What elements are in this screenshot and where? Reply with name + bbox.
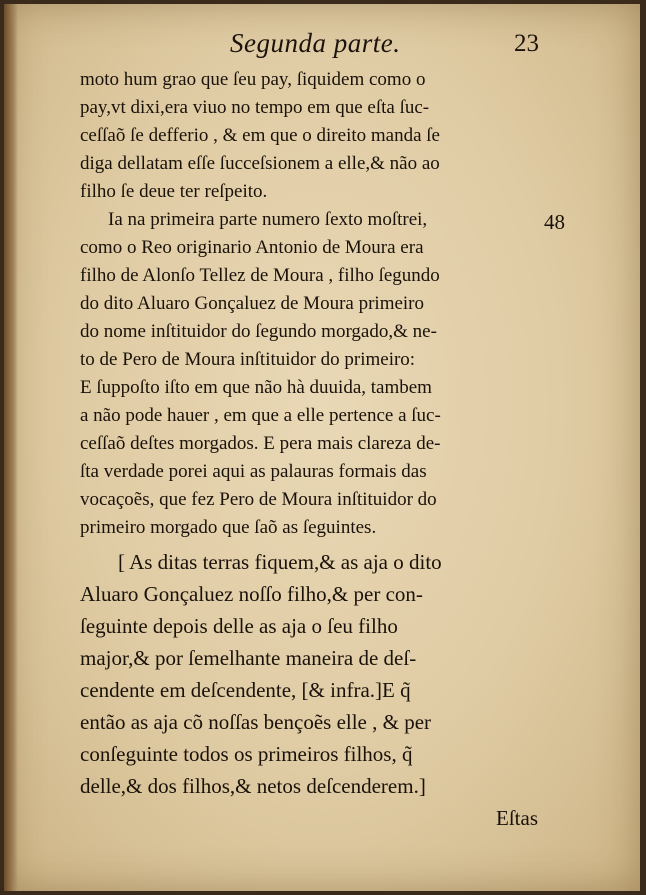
- quoted-text-line: conſeguinte todos os primeiros filhos, q̃: [80, 742, 413, 766]
- quoted-text-line: ſeguinte depois delle as aja o ſeu filho: [80, 614, 398, 638]
- text-line: diga dellatam eſſe ſucceſsionem a elle,& não ao: [80, 153, 440, 174]
- text-line: pay,vt dixi,era viuo no tempo em que eſta ſuc-: [80, 97, 430, 118]
- text-line: ceſſaõ ſe defferio , & em que o direito manda ſe: [80, 125, 440, 146]
- text-line: ſta verdade porei aqui as palauras formais das: [80, 461, 427, 482]
- quoted-text-line: então as aja cõ noſſas bençoẽs elle , & per: [80, 710, 432, 734]
- quoted-text-line: cendente em deſcendente, [& infra.]E q̃: [80, 678, 411, 702]
- text-line: a não pode hauer , em que a elle pertence a ſuc-: [80, 405, 441, 426]
- body-text: [4, 4, 640, 891]
- quoted-text-line: delle,& dos filhos,& netos deſcenderem.]: [80, 774, 426, 798]
- catchword: Eſtas: [496, 806, 538, 830]
- quoted-text-line: major,& por ſemelhante maneira de deſ-: [80, 646, 417, 670]
- margin-note: 48: [544, 210, 565, 234]
- quoted-text-line: [ As ditas terras fiquem,& as aja o dito: [118, 550, 442, 574]
- text-line: E ſuppoſto iſto em que não hà duuida, tambem: [80, 377, 432, 398]
- text-line: filho ſe deue ter reſpeito.: [80, 181, 268, 202]
- text-line: Ia na primeira parte numero ſexto moſtrei,: [108, 209, 428, 230]
- text-line: como o Reo originario Antonio de Moura era: [80, 237, 424, 258]
- book-page: [4, 4, 640, 891]
- quoted-text-line: Aluaro Gonçaluez noſſo filho,& per con-: [80, 582, 423, 606]
- text-line: vocaçoẽs, que fez Pero de Moura inſtituidor do: [80, 489, 437, 510]
- page-number: 23: [514, 30, 539, 57]
- text-line: ceſſaõ deſtes morgados. E pera mais clareza de-: [80, 433, 441, 454]
- text-line: primeiro morgado que ſaõ as ſeguintes.: [80, 517, 377, 538]
- text-line: moto hum grao que ſeu pay, ſiquidem como o: [80, 69, 426, 90]
- running-head: Segunda parte.: [230, 28, 401, 58]
- text-line: do dito Aluaro Gonçaluez de Moura primeiro: [80, 293, 425, 314]
- text-line: do nome inſtituidor do ſegundo morgado,& ne-: [80, 321, 437, 342]
- text-line: to de Pero de Moura inſtituidor do primeiro:: [80, 349, 416, 370]
- text-line: filho de Alonſo Tellez de Moura , filho ſegundo: [80, 265, 440, 286]
